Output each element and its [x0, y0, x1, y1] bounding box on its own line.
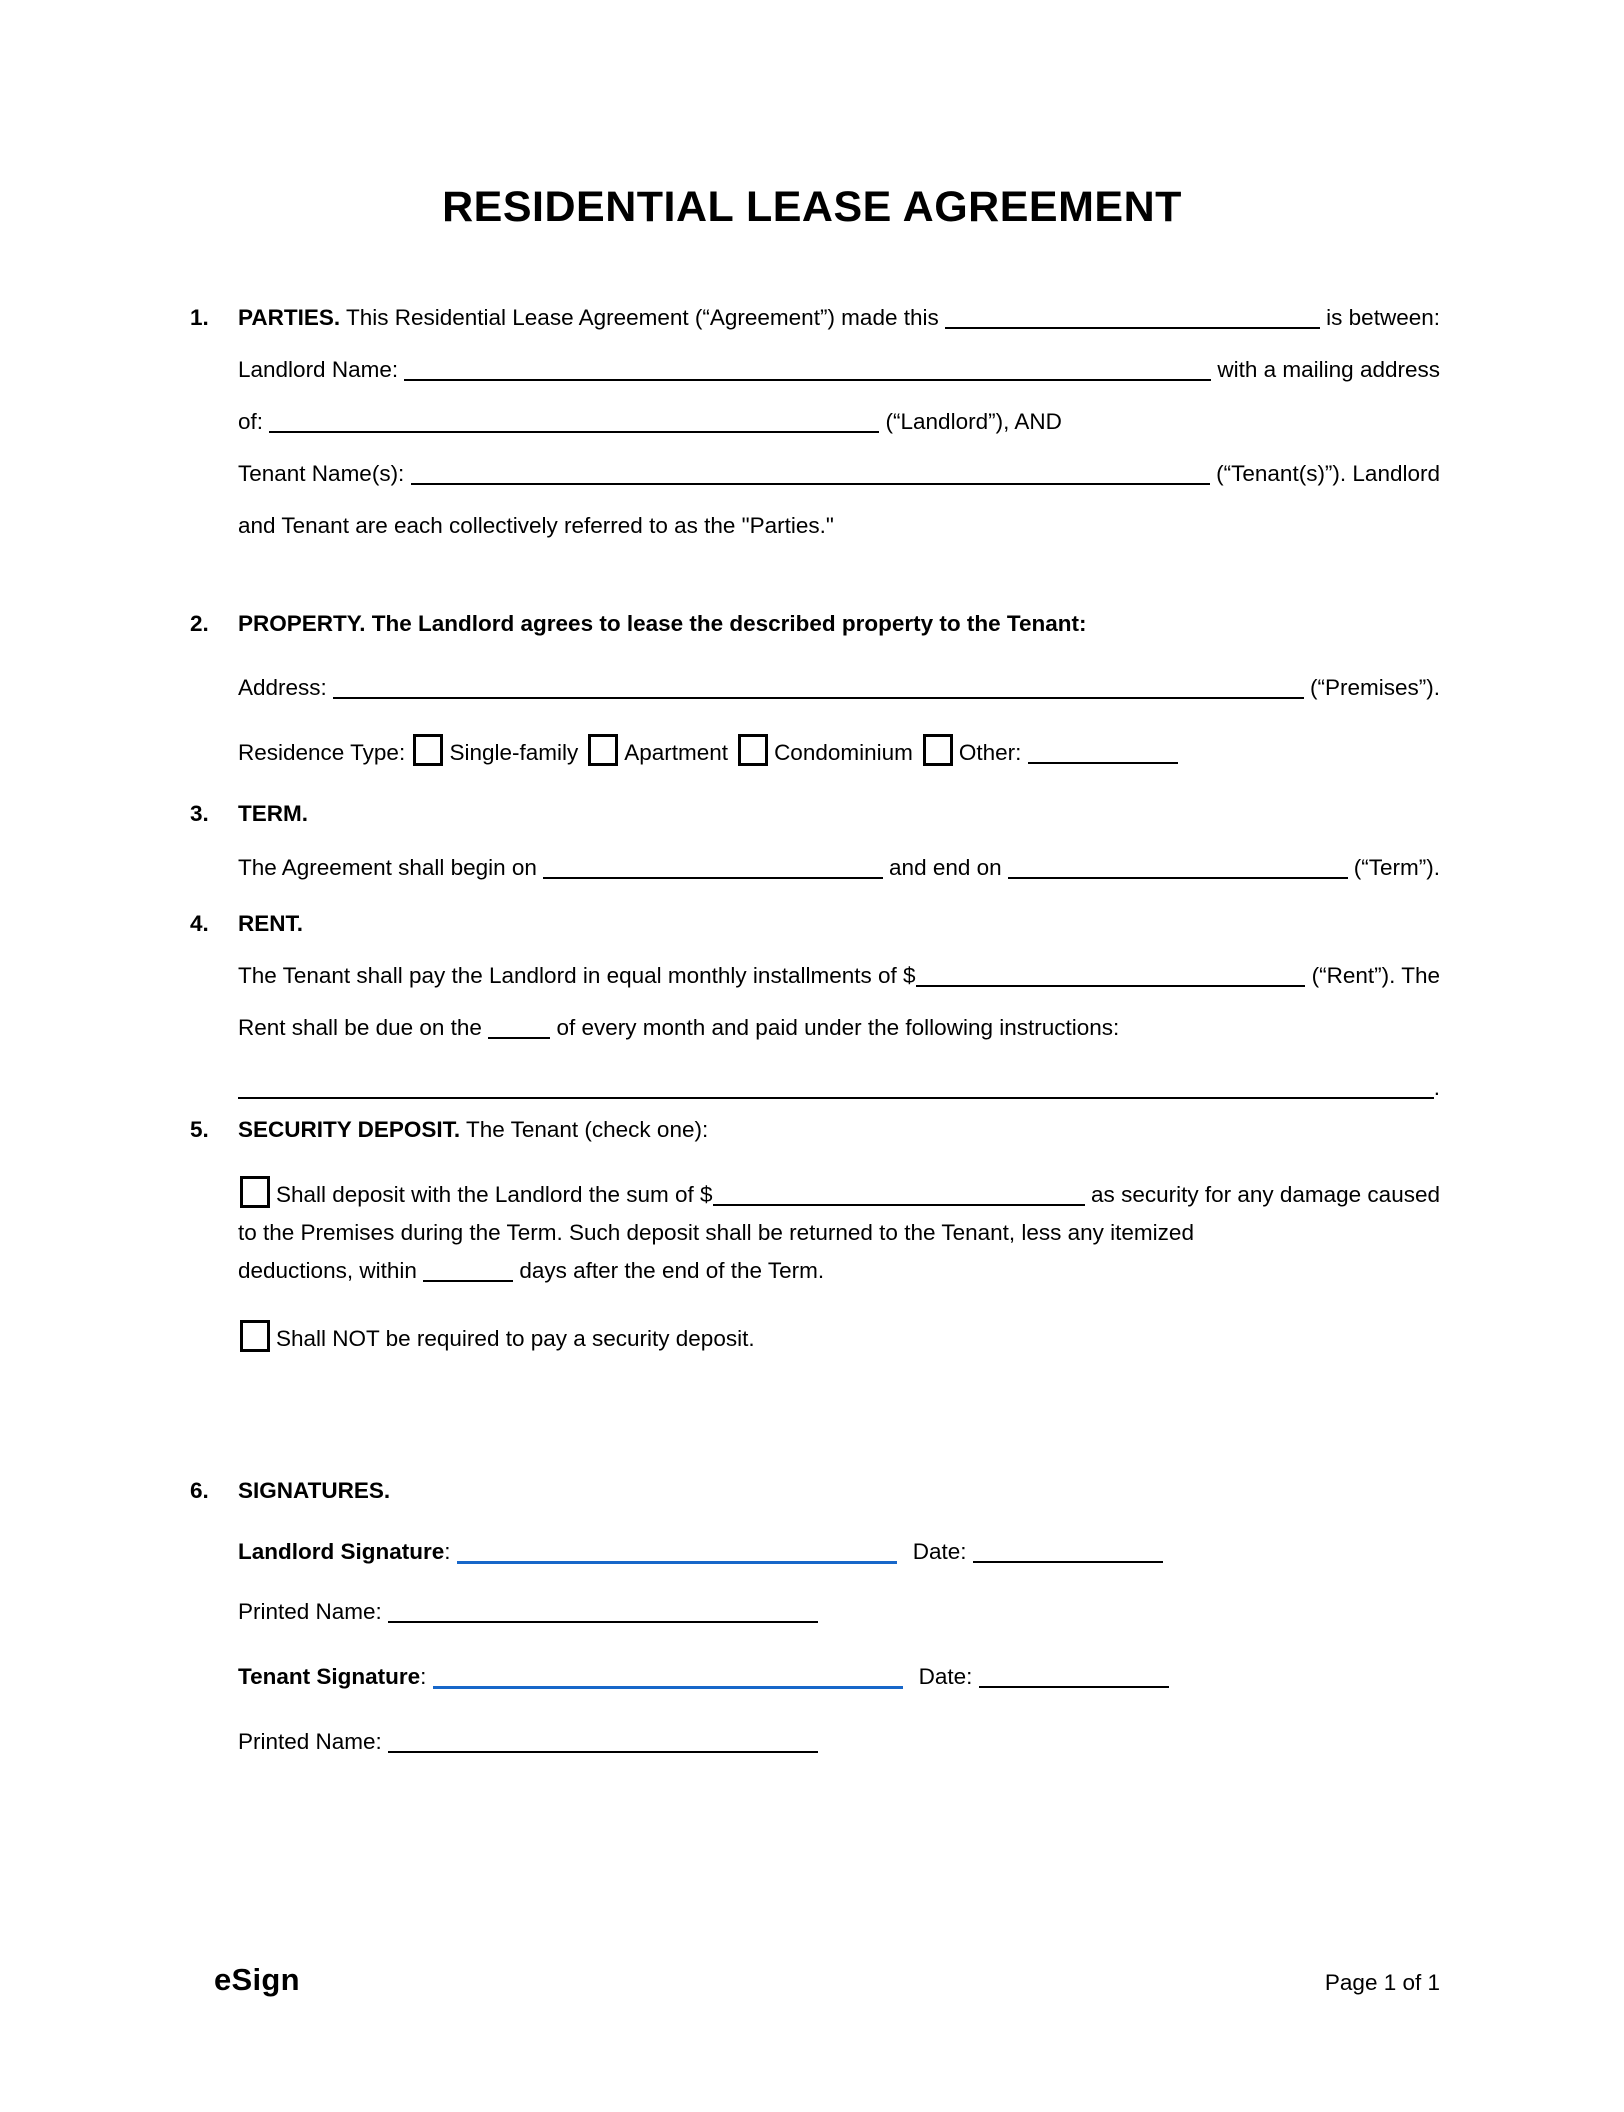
landlord-name-label: Landlord Name: [238, 357, 405, 382]
blank-deposit-amount [713, 1204, 1085, 1206]
parties-line-2 [238, 344, 1440, 396]
deposit-option1-tail: as security for any damage caused [1084, 1182, 1440, 1207]
parties-intro-tail: is between: [1319, 305, 1440, 330]
term-line-start: The Agreement shall begin on [238, 855, 544, 880]
parties-closing-text: and Tenant are each collectively referred to as the "Parties." [238, 513, 834, 538]
deposit-option1-line3-tail: days after the end of the Term. [513, 1258, 825, 1283]
address-tail: (“Premises”). [1303, 675, 1440, 700]
tenant-date-label: Date: [918, 1664, 979, 1689]
landlord-signature-label: Landlord Signature [238, 1539, 445, 1564]
rent-line-1 [238, 950, 1440, 1002]
option-apartment-label: Apartment [624, 740, 729, 765]
deposit-option-1 [238, 1170, 1440, 1290]
label-colon: : [444, 1539, 457, 1564]
section-signatures [190, 1465, 1440, 1757]
parties-line-1 [238, 292, 1440, 344]
checkbox-no-deposit[interactable] [240, 1320, 270, 1352]
blank-landlord-date [973, 1561, 1163, 1563]
page-number-label: Page 1 of 1 [1324, 1970, 1440, 1995]
deposit-option-2 [238, 1314, 1440, 1358]
section-parties-heading: PARTIES. [238, 305, 341, 330]
landlord-name-tail: with a mailing address [1211, 357, 1440, 382]
rent-line1-tail: (“Rent”). The [1305, 963, 1440, 988]
document-title: RESIDENTIAL LEASE AGREEMENT [442, 183, 1182, 231]
tenant-signature-label: Tenant Signature [238, 1664, 421, 1689]
rent-line2-start: Rent shall be due on the [238, 1015, 489, 1040]
blank-deposit-return-days [423, 1280, 513, 1282]
section-security-heading: SECURITY DEPOSIT. [238, 1117, 461, 1142]
checkbox-deposit-required[interactable] [240, 1176, 270, 1208]
tenant-signature-field[interactable] [433, 1686, 903, 1689]
rent-line2-tail: of every month and paid under the following instructions: [550, 1015, 1120, 1040]
checkbox-single-family[interactable] [413, 734, 443, 766]
blank-landlord-name [404, 379, 1211, 381]
tenant-names-label: Tenant Name(s): [238, 461, 411, 486]
section-parties-number: 1. [190, 305, 209, 330]
esign-logo: eSign [214, 1962, 300, 1997]
deposit-option1-line-1 [238, 1170, 1440, 1214]
term-heading-line [238, 788, 1440, 840]
term-line-middle: and end on [882, 855, 1008, 880]
rent-heading-line [238, 898, 1440, 950]
page-footer [190, 1962, 1440, 1998]
rent-line1-start: The Tenant shall pay the Landlord in equal monthly installments of $ [238, 963, 916, 988]
tenant-printed-name-label: Printed Name: [238, 1729, 389, 1754]
blank-rent-amount [916, 985, 1306, 987]
parties-line-5 [238, 500, 1440, 552]
checkbox-condominium[interactable] [738, 734, 768, 766]
property-intro-text: The Landlord agrees to lease the described property to the Tenant: [365, 611, 1087, 636]
mailing-address-tail: (“Landlord”), AND [879, 409, 1062, 434]
option-condominium-label: Condominium [774, 740, 913, 765]
landlord-signature-row [238, 1537, 1440, 1567]
blank-premises-address [333, 697, 1304, 699]
section-rent-heading: RENT. [238, 911, 304, 936]
checkbox-apartment[interactable] [588, 734, 618, 766]
term-line-tail: (“Term”). [1347, 855, 1440, 880]
section-security-number: 5. [190, 1117, 209, 1142]
blank-term-start-date [543, 877, 883, 879]
parties-line-3 [238, 396, 1440, 448]
term-dates-line [238, 842, 1440, 894]
blank-rent-due-day [488, 1037, 550, 1039]
parties-line-4 [238, 448, 1440, 500]
address-label: Address: [238, 675, 334, 700]
mailing-address-label: of: [238, 409, 270, 434]
checkbox-other[interactable] [923, 734, 953, 766]
blank-landlord-printed-name [388, 1621, 818, 1623]
residence-type-line [238, 727, 1440, 779]
deposit-option2-text: Shall NOT be required to pay a security deposit. [276, 1326, 755, 1351]
blank-payment-instructions [238, 1097, 1434, 1099]
landlord-signature-field[interactable] [457, 1561, 897, 1564]
deposit-option1-line2-text: to the Premises during the Term. Such deposit shall be returned to the Tenant, less any itemized [238, 1220, 1194, 1245]
landlord-printed-name-row [238, 1597, 1440, 1627]
tenant-printed-name-row [238, 1727, 1440, 1757]
security-heading-line [238, 1104, 1440, 1156]
section-rent [190, 898, 1440, 1114]
section-property [190, 598, 1440, 779]
section-signatures-heading: SIGNATURES. [238, 1478, 391, 1503]
signatures-heading-line [238, 1465, 1440, 1517]
tenant-signature-row [238, 1662, 1440, 1692]
blank-term-end-date [1008, 877, 1348, 879]
rent-line3-period: . [1433, 1075, 1440, 1100]
property-heading-line [238, 598, 1440, 650]
tenant-names-tail: (“Tenant(s)”). Landlord [1209, 461, 1440, 486]
blank-agreement-date [945, 327, 1320, 329]
section-security-deposit [190, 1104, 1440, 1358]
rent-line-2 [238, 1002, 1440, 1054]
section-term-heading: TERM. [238, 801, 308, 826]
blank-landlord-address [269, 431, 879, 433]
blank-tenant-printed-name [388, 1751, 818, 1753]
section-signatures-number: 6. [190, 1478, 209, 1503]
blank-tenant-date [979, 1686, 1169, 1688]
option-other-label: Other: [958, 740, 1028, 765]
section-term-number: 3. [190, 801, 209, 826]
section-term [190, 788, 1440, 894]
property-address-line [238, 662, 1440, 714]
section-property-heading: PROPERTY. [238, 611, 366, 636]
option-single-family-label: Single-family [449, 740, 579, 765]
landlord-printed-name-label: Printed Name: [238, 1599, 389, 1624]
landlord-date-label: Date: [912, 1539, 973, 1564]
section-property-number: 2. [190, 611, 209, 636]
blank-tenant-names [411, 483, 1210, 485]
deposit-option1-line-2 [238, 1214, 1440, 1252]
deposit-option1-line-3 [238, 1252, 1440, 1290]
section-parties [190, 292, 1440, 552]
deposit-option1-line3-start: deductions, within [238, 1258, 424, 1283]
security-intro-text: The Tenant (check one): [460, 1117, 709, 1142]
parties-intro-text: This Residential Lease Agreement (“Agreement”) made this [340, 305, 945, 330]
label-colon: : [420, 1664, 433, 1689]
residence-type-label: Residence Type: [238, 740, 412, 765]
section-rent-number: 4. [190, 911, 209, 936]
deposit-option1-start: Shall deposit with the Landlord the sum of $ [276, 1182, 713, 1207]
blank-residence-other [1028, 762, 1178, 764]
